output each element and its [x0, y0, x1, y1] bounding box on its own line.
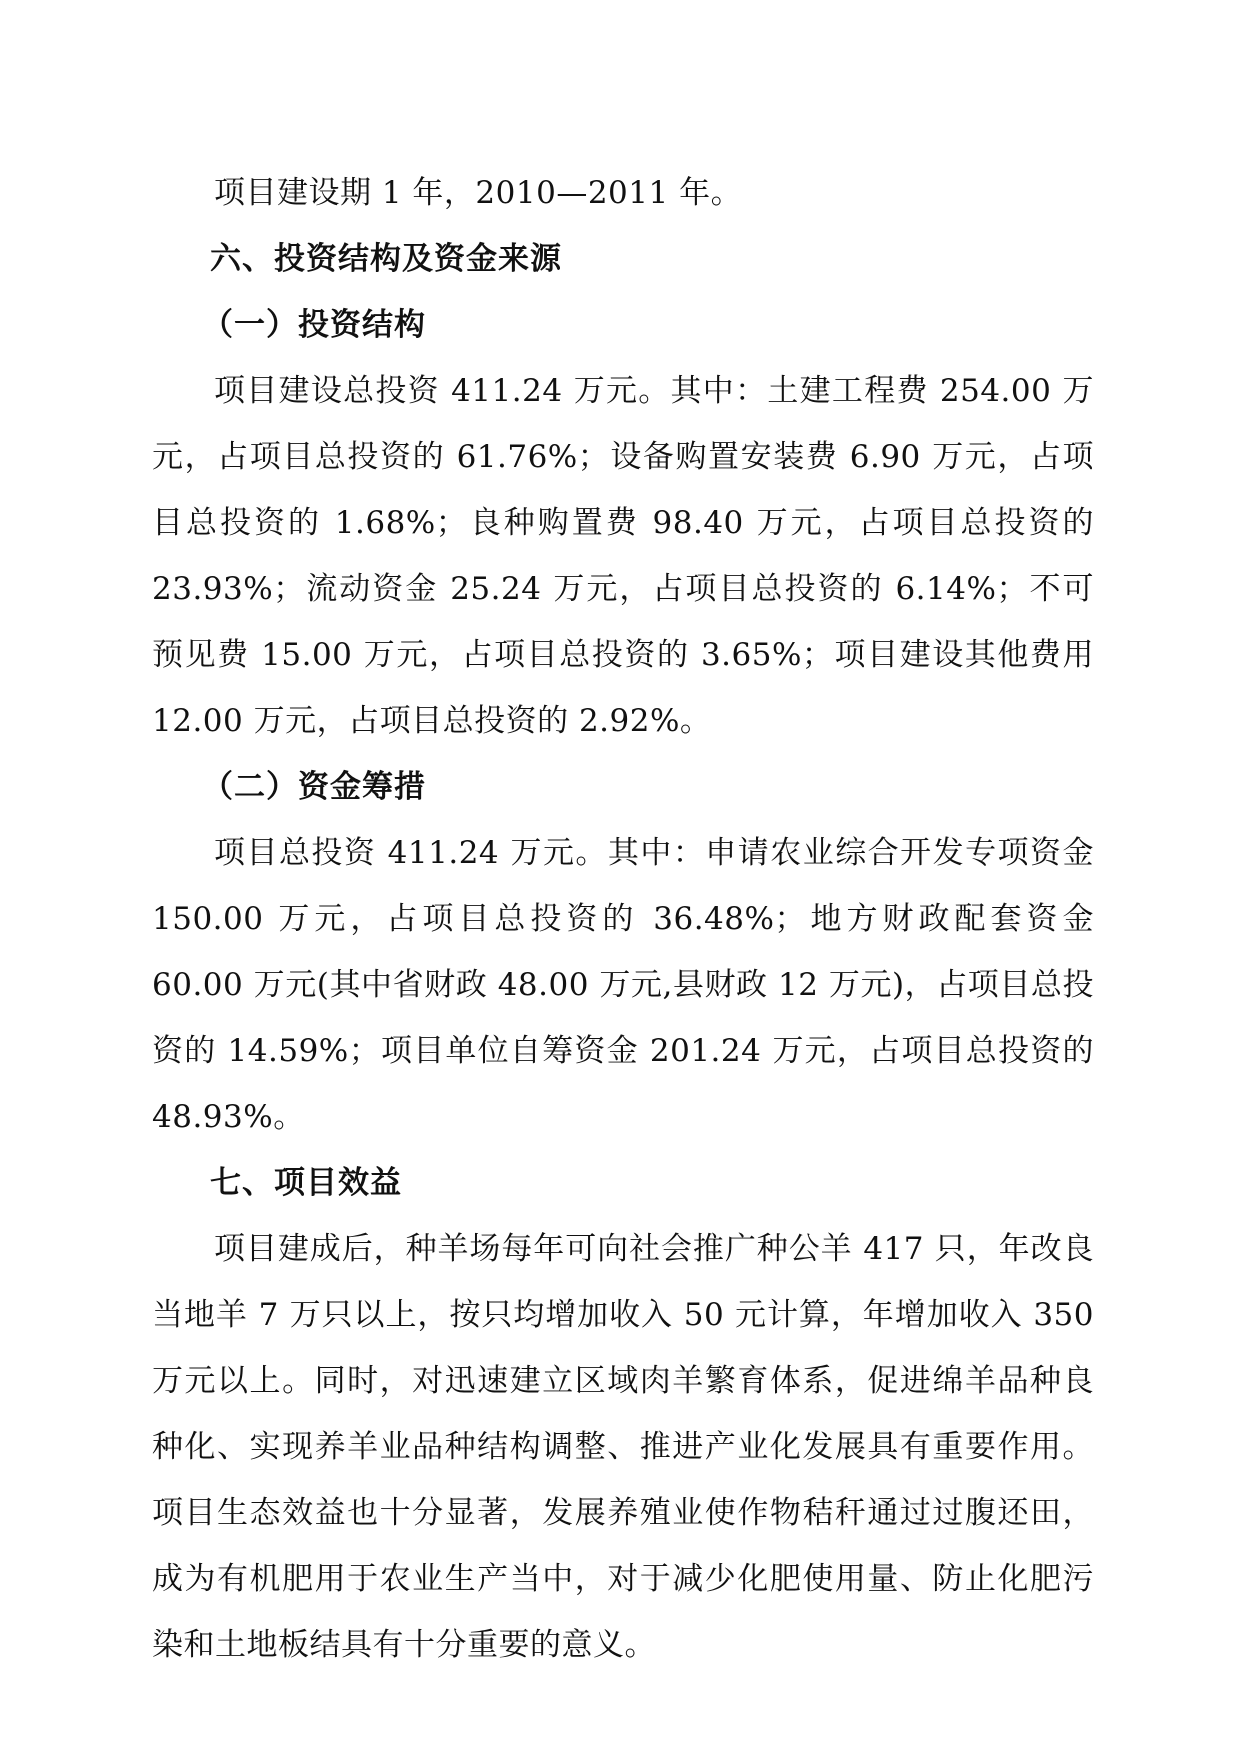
heading-investment-structure-funding: 六、投资结构及资金来源 [210, 241, 562, 277]
subheading-funding: （二）资金筹措 [202, 769, 426, 805]
paragraph-investment-structure: 项目建设总投资 411.24 万元。其中：土建工程费 254.00 万元，占项目总投资的 61.76%；设备购置安装费 6.90 万元，占项目总投资的 1.68%；良种购置费 98.40 万元，占项目总投资的 23.93%；流动资金 25.24 万元，占项目总投资的 6.14%；不可预见费 15.00 万元，占项目总投资的 3.65%；项目建设其他费用 12.00 万元，占项目总投资的 2.92%。 [152, 373, 1094, 739]
paragraph-project-benefits: 项目建成后，种羊场每年可向社会推广种公羊 417 只，年改良当地羊 7 万只以上，按只均增加收入 50 元计算，年增加收入 350 万元以上。同时，对迅速建立区域肉羊繁育体系，促进绵羊品种良种化、实现养羊业品种结构调整、推进产业化发展具有重要作用。项目生态效益也十分显著，发展养殖业使作物秸秆通过过腹还田，成为有机肥用于农业生产当中，对于减少化肥使用量、防止化肥污染和土地板结具有十分重要的意义。 [152, 1231, 1094, 1663]
heading-project-benefits: 七、项目效益 [210, 1165, 402, 1201]
subheading-investment-structure: （一）投资结构 [202, 307, 426, 343]
paragraph-construction-period: 项目建设期 1 年，2010—2011 年。 [214, 175, 743, 211]
paragraph-funding: 项目总投资 411.24 万元。其中：申请农业综合开发专项资金 150.00 万元，占项目总投资的 36.48%；地方财政配套资金 60.00 万元(其中省财政 48.00 万元,县财政 12 万元)，占项目总投资的 14.59%；项目单位自筹资金 201.24 万元，占项目总投资的 48.93%。 [152, 835, 1094, 1135]
document-page [152, 160, 1094, 1678]
